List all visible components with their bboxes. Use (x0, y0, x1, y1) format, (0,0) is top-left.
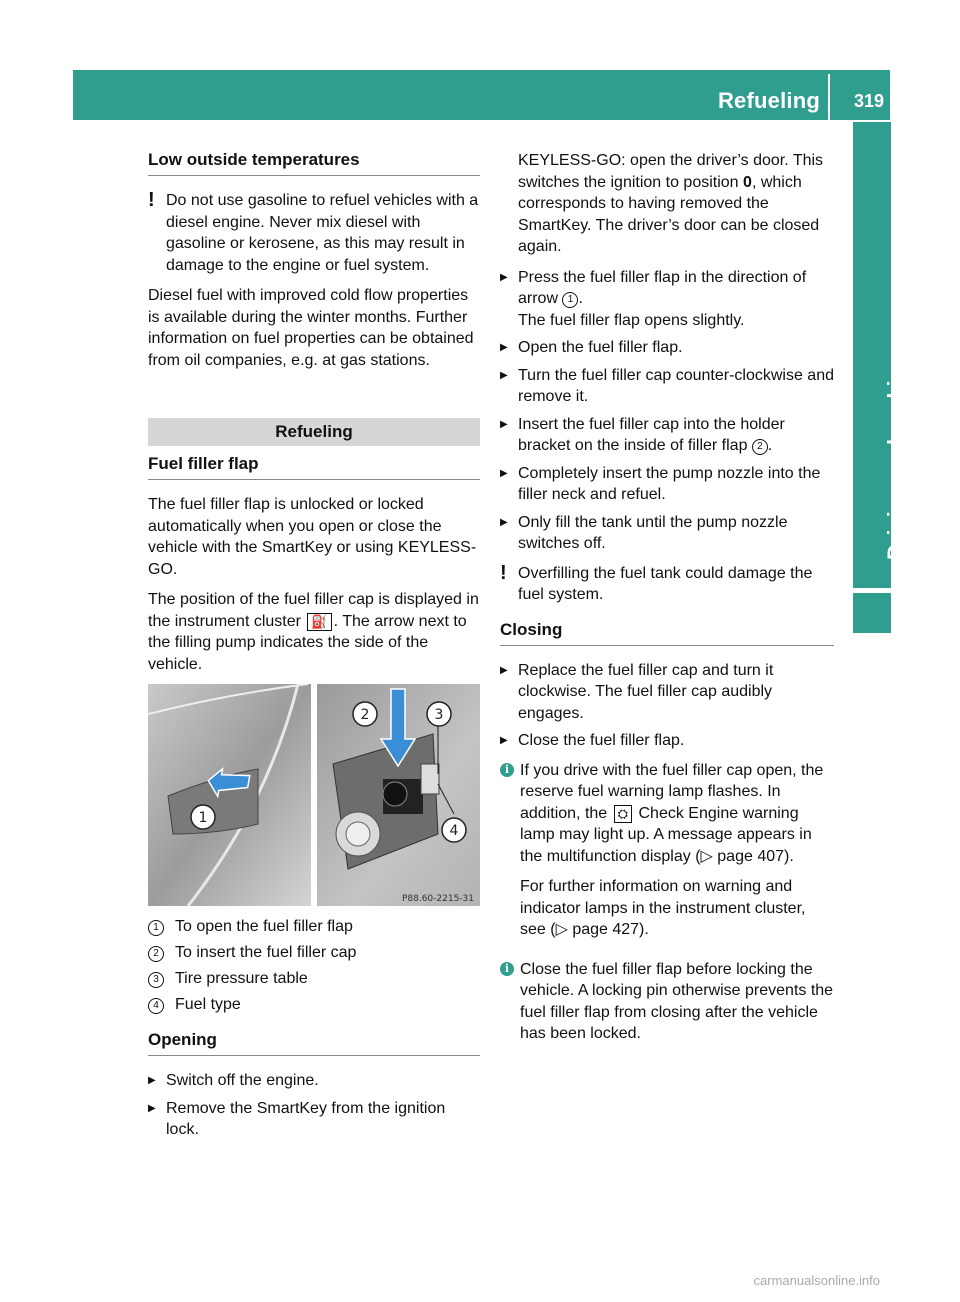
page-number: 319 (853, 91, 884, 111)
info-text-2: For further information on warning and indicator lamps in the instrument cluster, see (▷ page 427). (520, 878, 806, 938)
info-text: If you drive with the fuel filler cap open, the reserve fuel warning lamp flashes. In addition, the ⛭ Check Engine warning lamp may light up. A message appears in the multifunction display (▷ page 407). (520, 761, 824, 865)
svg-text:3: 3 (434, 707, 444, 723)
check-engine-icon: ⛭ (614, 805, 632, 823)
svg-text:2: 2 (360, 707, 370, 723)
legend-list (148, 916, 480, 1016)
step-arrow-icon: ▶ (500, 664, 508, 676)
step-item (500, 414, 834, 457)
step-item (500, 660, 834, 725)
legend-text: To open the fuel filler flap (175, 918, 353, 935)
step-arrow-icon: ▶ (500, 271, 508, 283)
fuel-flap-illustration (148, 684, 480, 906)
info-text: Close the fuel filler flap before locking the vehicle. A locking pin otherwise prevents the fuel filler flap from closing after the vehicle has been locked. (520, 960, 834, 1042)
step-arrow-icon: ▶ (500, 369, 508, 381)
step-arrow-icon: ▶ (148, 1102, 156, 1114)
warning-text: Do not use gasoline to refuel vehicles with a diesel engine. Never mix diesel with gasoline or kerosene, as this may result in damage to the engine or fuel system. (166, 192, 479, 274)
para-flap-2-a: The position of the fuel filler cap is displayed in the instrument cluster (148, 591, 479, 630)
heading-low-temp: Low outside temperatures (148, 150, 480, 176)
para-diesel: Diesel fuel with improved cold flow properties is available during the winter months. Further information on fuel properties can be obtained from oil companies, e.g. at gas stations. (148, 287, 474, 369)
legend-item (148, 942, 480, 964)
legend-text: Tire pressure table (175, 970, 308, 987)
step-item (148, 1070, 480, 1092)
warning-overfill (500, 563, 834, 606)
svg-text:1: 1 (198, 810, 208, 826)
step-item (500, 337, 834, 359)
header-divider (828, 74, 830, 120)
section-band-refueling: Refueling (148, 418, 480, 446)
info-icon: i (500, 763, 514, 777)
legend-num: 4 (148, 998, 164, 1014)
step-text: Replace the fuel filler cap and turn it clockwise. The fuel filler cap audibly engages. (518, 661, 774, 722)
para-flap-2 (148, 589, 480, 675)
para-flap-2-b: . The arrow next to the filling pump indicates the side of the vehicle. (148, 612, 467, 673)
step-arrow-icon: ▶ (148, 1075, 156, 1086)
info-note-locking (500, 959, 834, 1054)
step-text: Open the fuel filler flap. (518, 339, 683, 356)
step-result: The fuel filler flap opens slightly. (518, 311, 745, 329)
step-text: Only fill the tank until the pump nozzle switches off. (518, 513, 788, 552)
heading-fuel-flap: Fuel filler flap (148, 454, 480, 480)
step-arrow-icon: ▶ (500, 342, 508, 353)
legend-num: 3 (148, 972, 164, 988)
watermark: carmanualsonline.info (753, 1273, 880, 1288)
info-icon: i (500, 962, 514, 976)
cont-b: , which corresponds to having removed the SmartKey. The driver’s door can be closed again. (518, 173, 820, 255)
step-arrow-icon: ▶ (500, 735, 508, 746)
warning-diesel (148, 190, 480, 276)
step-item (500, 730, 834, 752)
svg-text:4: 4 (449, 823, 459, 839)
step-text: Remove the SmartKey from the ignition lock. (166, 1099, 446, 1138)
step-item (500, 512, 834, 555)
heading-closing: Closing (500, 620, 834, 646)
step-arrow-icon: ▶ (500, 467, 508, 479)
page-header (73, 70, 890, 120)
step-text: Press the fuel filler flap in the direction of arrow 1 . The fuel filler flap opens slightly. (518, 268, 807, 329)
ignition-position: 0 (743, 173, 752, 191)
keyless-go-continuation (500, 150, 834, 258)
right-column (500, 150, 834, 1063)
legend-num: 2 (148, 946, 164, 962)
step-text: Switch off the engine. (166, 1072, 319, 1089)
step-item (500, 267, 834, 332)
step-text: Completely insert the pump nozzle into the filler neck and refuel. (518, 464, 821, 503)
step-arrow-icon: ▶ (500, 516, 508, 528)
legend-text: To insert the fuel filler cap (175, 944, 357, 961)
warning-text: Overfilling the fuel tank could damage the fuel system. (518, 564, 813, 603)
left-column (148, 150, 480, 1147)
callout-ref: 1 (562, 292, 578, 308)
fuel-pump-icon: ⛽ (307, 613, 331, 631)
legend-item (148, 968, 480, 990)
legend-text: Fuel type (175, 996, 241, 1013)
header-title: Refueling (717, 88, 820, 113)
legend-num: 1 (148, 920, 164, 936)
step-text: Close the fuel filler flap. (518, 732, 685, 749)
cont-a: KEYLESS-GO: open the driver’s door. This switches the ignition to position (518, 152, 824, 191)
heading-opening: Opening (148, 1030, 480, 1056)
step-item (500, 365, 834, 408)
callout-ref: 2 (752, 439, 768, 455)
legend-item (148, 916, 480, 938)
side-tab (853, 122, 908, 588)
warning-icon: ! (148, 189, 155, 211)
figure-code: P88.60-2215-31 (401, 894, 474, 904)
side-tab-block (853, 593, 891, 633)
step-text: Turn the fuel filler cap counter-clockwise and remove it. (518, 366, 834, 405)
para-flap-1: The fuel filler flap is unlocked or locked automatically when you open or close the vehicle with the SmartKey or using KEYLESS-GO. (148, 496, 477, 578)
fuel-flap-figure (148, 684, 480, 906)
legend-item (148, 994, 480, 1016)
side-tab-label: Driving and parking (883, 353, 908, 560)
step-item (148, 1098, 480, 1141)
step-text: Insert the fuel filler cap into the holder bracket on the inside of filler flap 2 . (518, 415, 785, 454)
step-arrow-icon: ▶ (500, 418, 508, 430)
info-note-cap-open (500, 760, 834, 950)
warning-icon: ! (500, 561, 507, 584)
step-item (500, 463, 834, 506)
